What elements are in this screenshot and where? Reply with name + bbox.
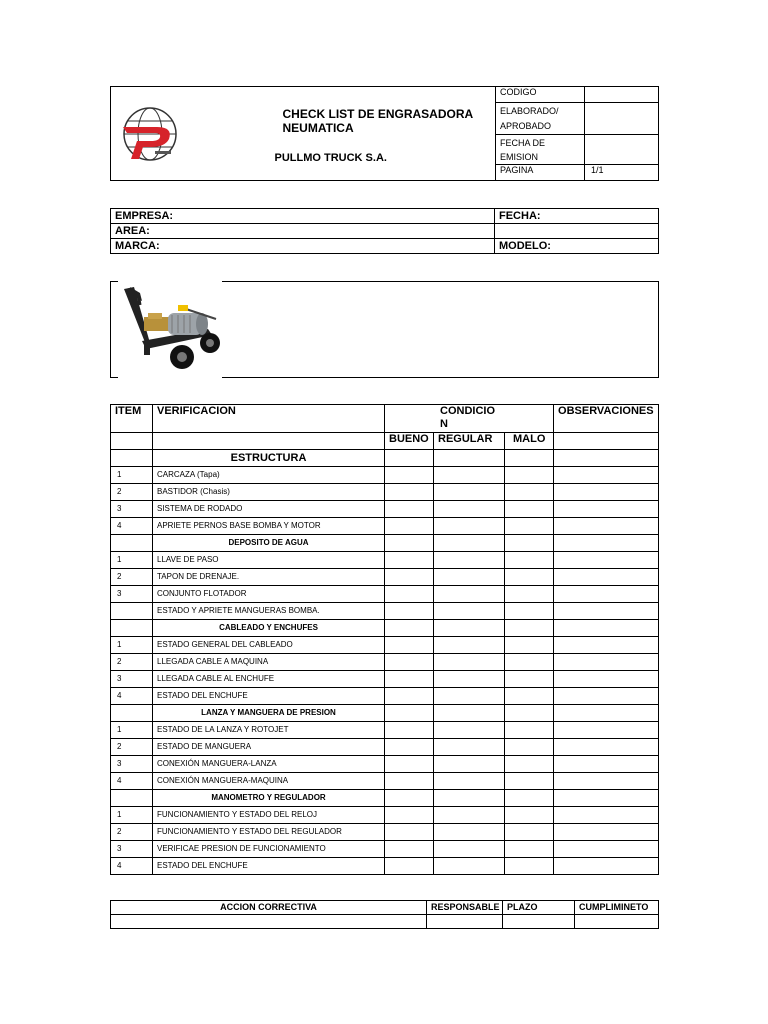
bueno-cell[interactable] <box>385 637 434 654</box>
malo-cell[interactable] <box>505 688 554 705</box>
fecha-emision-line1: FECHA DE <box>500 138 546 148</box>
regular-cell[interactable] <box>434 841 505 858</box>
responsable-header: RESPONSABLE <box>427 901 503 915</box>
elaborado-value[interactable] <box>585 103 659 135</box>
checklist-row <box>111 552 659 569</box>
col-regular-header: REGULAR <box>434 433 505 450</box>
item-number: 2 <box>111 484 153 501</box>
item-text: ESTADO DEL ENCHUFE <box>153 688 385 705</box>
section-empty-cell <box>111 790 153 807</box>
bueno-cell[interactable] <box>385 807 434 824</box>
item-number: 1 <box>111 637 153 654</box>
item-text: APRIETE PERNOS BASE BOMBA Y MOTOR <box>153 518 385 535</box>
bueno-cell[interactable] <box>385 569 434 586</box>
malo-cell[interactable] <box>505 467 554 484</box>
observaciones-cell[interactable] <box>554 637 659 654</box>
item-text: CONEXIÓN MANGUERA-MAQUINA <box>153 773 385 790</box>
observaciones-cell[interactable] <box>554 518 659 535</box>
regular-cell[interactable] <box>434 824 505 841</box>
item-number: 1 <box>111 807 153 824</box>
observaciones-cell[interactable] <box>554 756 659 773</box>
observaciones-cell[interactable] <box>554 569 659 586</box>
regular-cell[interactable] <box>434 739 505 756</box>
observaciones-cell[interactable] <box>554 552 659 569</box>
item-text: TAPON DE DRENAJE. <box>153 569 385 586</box>
section-row <box>111 790 659 807</box>
item-text: VERIFICAE PRESION DE FUNCIONAMIENTO <box>153 841 385 858</box>
item-number: 4 <box>111 518 153 535</box>
observaciones-cell[interactable] <box>554 654 659 671</box>
checklist-row <box>111 756 659 773</box>
malo-cell[interactable] <box>505 603 554 620</box>
checklist-row <box>111 671 659 688</box>
title-cell <box>189 87 496 181</box>
bueno-cell[interactable] <box>385 552 434 569</box>
item-text: LLEGADA CABLE A MAQUINA <box>153 654 385 671</box>
cumplimiento-header: CUMPLIMINETO <box>575 901 659 915</box>
area-field[interactable]: AREA: <box>111 224 495 239</box>
bueno-cell[interactable] <box>385 586 434 603</box>
item-number: 4 <box>111 773 153 790</box>
bueno-cell[interactable] <box>385 824 434 841</box>
item-text: ESTADO DEL ENCHUFE <box>153 858 385 875</box>
cumplimiento-value[interactable] <box>575 915 659 929</box>
regular-cell[interactable] <box>434 484 505 501</box>
observaciones-cell[interactable] <box>554 688 659 705</box>
section-empty-cell[interactable] <box>385 535 434 552</box>
regular-cell[interactable] <box>434 722 505 739</box>
checklist-row <box>111 824 659 841</box>
item-text: CARCAZA (Tapa) <box>153 467 385 484</box>
bueno-cell[interactable] <box>385 756 434 773</box>
condicion-line1: CONDICIO <box>440 405 495 417</box>
item-text: LLEGADA CABLE AL ENCHUFE <box>153 671 385 688</box>
checklist-row <box>111 467 659 484</box>
malo-cell[interactable] <box>505 518 554 535</box>
section-empty-cell[interactable] <box>505 790 554 807</box>
section-empty-cell[interactable] <box>434 705 505 722</box>
item-text: FUNCIONAMIENTO Y ESTADO DEL RELOJ <box>153 807 385 824</box>
malo-cell[interactable] <box>505 637 554 654</box>
observaciones-cell[interactable] <box>554 858 659 875</box>
bueno-cell[interactable] <box>385 671 434 688</box>
observaciones-cell[interactable] <box>554 586 659 603</box>
section-title: ESTRUCTURA <box>153 450 385 467</box>
checklist-row <box>111 688 659 705</box>
bueno-cell[interactable] <box>385 603 434 620</box>
regular-cell[interactable] <box>434 552 505 569</box>
regular-cell[interactable] <box>434 518 505 535</box>
checklist-row <box>111 501 659 518</box>
checklist-row <box>111 569 659 586</box>
regular-cell[interactable] <box>434 688 505 705</box>
checklist-row <box>111 654 659 671</box>
logo-cell <box>111 87 189 181</box>
item-number: 3 <box>111 756 153 773</box>
checklist-row <box>111 807 659 824</box>
responsable-value[interactable] <box>427 915 503 929</box>
item-number: 1 <box>111 552 153 569</box>
checklist-row <box>111 586 659 603</box>
codigo-label: CODIGO <box>496 87 585 103</box>
fecha-emision-line2: EMISION <box>500 152 539 162</box>
action-table <box>110 900 659 929</box>
elaborado-label-line1: ELABORADO/ <box>500 106 559 116</box>
malo-cell[interactable] <box>505 824 554 841</box>
info-table <box>110 208 659 254</box>
modelo-field[interactable]: MODELO: <box>495 239 659 254</box>
bueno-cell[interactable] <box>385 467 434 484</box>
pressure-washer-image <box>116 283 220 377</box>
company-logo-icon <box>117 101 183 167</box>
accion-value[interactable] <box>111 915 427 929</box>
header-table <box>110 86 659 181</box>
item-number: 2 <box>111 569 153 586</box>
item-number: 4 <box>111 688 153 705</box>
regular-cell[interactable] <box>434 756 505 773</box>
section-empty-cell[interactable] <box>505 705 554 722</box>
col-bueno-header: BUENO <box>385 433 434 450</box>
section-row <box>111 620 659 637</box>
checklist-table <box>110 404 659 875</box>
item-number: 3 <box>111 501 153 518</box>
col-condicion-header <box>385 405 554 433</box>
checklist-row <box>111 722 659 739</box>
regular-cell[interactable] <box>434 858 505 875</box>
section-title: DEPOSITO DE AGUA <box>153 535 385 552</box>
item-number: 1 <box>111 722 153 739</box>
item-text: FUNCIONAMIENTO Y ESTADO DEL REGULADOR <box>153 824 385 841</box>
pagina-label: PAGINA <box>496 165 585 181</box>
checklist-row <box>111 603 659 620</box>
item-text: ESTADO Y APRIETE MANGUERAS BOMBA. <box>153 603 385 620</box>
plazo-header: PLAZO <box>503 901 575 915</box>
bueno-cell[interactable] <box>385 858 434 875</box>
observaciones-cell[interactable] <box>554 773 659 790</box>
malo-cell[interactable] <box>505 654 554 671</box>
section-empty-cell <box>111 535 153 552</box>
malo-cell[interactable] <box>505 841 554 858</box>
observaciones-cell[interactable] <box>554 722 659 739</box>
fecha-field[interactable]: FECHA: <box>495 209 659 224</box>
section-empty-cell[interactable] <box>554 450 659 467</box>
bueno-cell[interactable] <box>385 773 434 790</box>
regular-cell[interactable] <box>434 637 505 654</box>
checklist-row <box>111 518 659 535</box>
item-number: 2 <box>111 654 153 671</box>
observaciones-cell[interactable] <box>554 739 659 756</box>
item-number: 3 <box>111 671 153 688</box>
section-title: LANZA Y MANGUERA DE PRESION <box>153 705 385 722</box>
section-empty-cell[interactable] <box>554 535 659 552</box>
malo-cell[interactable] <box>505 484 554 501</box>
col-observaciones-header: OBSERVACIONES <box>554 405 659 433</box>
bueno-cell[interactable] <box>385 501 434 518</box>
malo-cell[interactable] <box>505 586 554 603</box>
fecha-emision-label <box>496 135 585 165</box>
plazo-value[interactable] <box>503 915 575 929</box>
subheader-empty-1 <box>111 433 153 450</box>
bueno-cell[interactable] <box>385 688 434 705</box>
item-number: 1 <box>111 467 153 484</box>
section-empty-cell[interactable] <box>434 790 505 807</box>
section-row <box>111 450 659 467</box>
fecha-emision-value[interactable] <box>585 135 659 165</box>
item-text: ESTADO GENERAL DEL CABLEADO <box>153 637 385 654</box>
malo-cell[interactable] <box>505 722 554 739</box>
section-empty-cell <box>111 705 153 722</box>
malo-cell[interactable] <box>505 756 554 773</box>
section-empty-cell[interactable] <box>434 450 505 467</box>
observaciones-cell[interactable] <box>554 501 659 518</box>
section-empty-cell[interactable] <box>554 705 659 722</box>
bueno-cell[interactable] <box>385 518 434 535</box>
company-name: PULLMO TRUCK S.A. <box>274 152 387 164</box>
section-empty-cell[interactable] <box>385 705 434 722</box>
item-text: CONJUNTO FLOTADOR <box>153 586 385 603</box>
checklist-row <box>111 773 659 790</box>
section-empty-cell <box>111 620 153 637</box>
col-verificacion-header: VERIFICACION <box>153 405 385 433</box>
bueno-cell[interactable] <box>385 722 434 739</box>
item-number: 4 <box>111 858 153 875</box>
item-text: SISTEMA DE RODADO <box>153 501 385 518</box>
section-title: MANOMETRO Y REGULADOR <box>153 790 385 807</box>
marca-field[interactable]: MARCA: <box>111 239 495 254</box>
malo-cell[interactable] <box>505 739 554 756</box>
observaciones-cell[interactable] <box>554 671 659 688</box>
checklist-row <box>111 841 659 858</box>
item-number: 2 <box>111 739 153 756</box>
malo-cell[interactable] <box>505 501 554 518</box>
observaciones-cell[interactable] <box>554 484 659 501</box>
checklist-row <box>111 858 659 875</box>
elaborado-label-line2: APROBADO <box>500 121 552 131</box>
malo-cell[interactable] <box>505 807 554 824</box>
bueno-cell[interactable] <box>385 739 434 756</box>
section-empty-cell <box>111 450 153 467</box>
observaciones-cell[interactable] <box>554 807 659 824</box>
section-empty-cell[interactable] <box>554 620 659 637</box>
col-item-header: ITEM <box>111 405 153 433</box>
checklist-row <box>111 637 659 654</box>
regular-cell[interactable] <box>434 501 505 518</box>
observaciones-cell[interactable] <box>554 603 659 620</box>
malo-cell[interactable] <box>505 773 554 790</box>
malo-cell[interactable] <box>505 569 554 586</box>
regular-cell[interactable] <box>434 569 505 586</box>
bueno-cell[interactable] <box>385 654 434 671</box>
empresa-field[interactable]: EMPRESA: <box>111 209 495 224</box>
section-empty-cell[interactable] <box>434 620 505 637</box>
malo-cell[interactable] <box>505 858 554 875</box>
malo-cell[interactable] <box>505 671 554 688</box>
item-number: 3 <box>111 586 153 603</box>
area-empty[interactable] <box>495 224 659 239</box>
regular-cell[interactable] <box>434 586 505 603</box>
regular-cell[interactable] <box>434 603 505 620</box>
item-text: ESTADO DE MANGUERA <box>153 739 385 756</box>
checklist-row <box>111 484 659 501</box>
regular-cell[interactable] <box>434 807 505 824</box>
regular-cell[interactable] <box>434 467 505 484</box>
codigo-value[interactable] <box>585 87 659 103</box>
section-empty-cell[interactable] <box>505 620 554 637</box>
bueno-cell[interactable] <box>385 841 434 858</box>
observaciones-cell[interactable] <box>554 824 659 841</box>
item-number <box>111 603 153 620</box>
item-number: 2 <box>111 824 153 841</box>
item-text: ESTADO DE LA LANZA Y ROTOJET <box>153 722 385 739</box>
elaborado-label <box>496 103 585 135</box>
section-title: CABLEADO Y ENCHUFES <box>153 620 385 637</box>
col-malo-header: MALO <box>505 433 554 450</box>
checklist-row <box>111 739 659 756</box>
malo-cell[interactable] <box>505 552 554 569</box>
observaciones-cell[interactable] <box>554 841 659 858</box>
regular-cell[interactable] <box>434 654 505 671</box>
section-empty-cell[interactable] <box>434 535 505 552</box>
section-row <box>111 535 659 552</box>
section-empty-cell[interactable] <box>385 790 434 807</box>
accion-header: ACCION CORRECTIVA <box>111 901 427 915</box>
bueno-cell[interactable] <box>385 484 434 501</box>
item-text: BASTIDOR (Chasis) <box>153 484 385 501</box>
subheader-empty-2 <box>153 433 385 450</box>
regular-cell[interactable] <box>434 671 505 688</box>
section-empty-cell[interactable] <box>385 450 434 467</box>
item-number: 3 <box>111 841 153 858</box>
section-row <box>111 705 659 722</box>
pagina-value: 1/1 <box>585 165 659 181</box>
condicion-line2: N <box>440 418 448 430</box>
section-empty-cell[interactable] <box>385 620 434 637</box>
item-text: CONEXIÓN MANGUERA-LANZA <box>153 756 385 773</box>
section-empty-cell[interactable] <box>505 535 554 552</box>
subheader-empty-3 <box>554 433 659 450</box>
section-empty-cell[interactable] <box>505 450 554 467</box>
regular-cell[interactable] <box>434 773 505 790</box>
item-text: LLAVE DE PASO <box>153 552 385 569</box>
document-title: CHECK LIST DE ENGRASADORA NEUMATICA <box>282 107 473 135</box>
section-empty-cell[interactable] <box>554 790 659 807</box>
observaciones-cell[interactable] <box>554 467 659 484</box>
